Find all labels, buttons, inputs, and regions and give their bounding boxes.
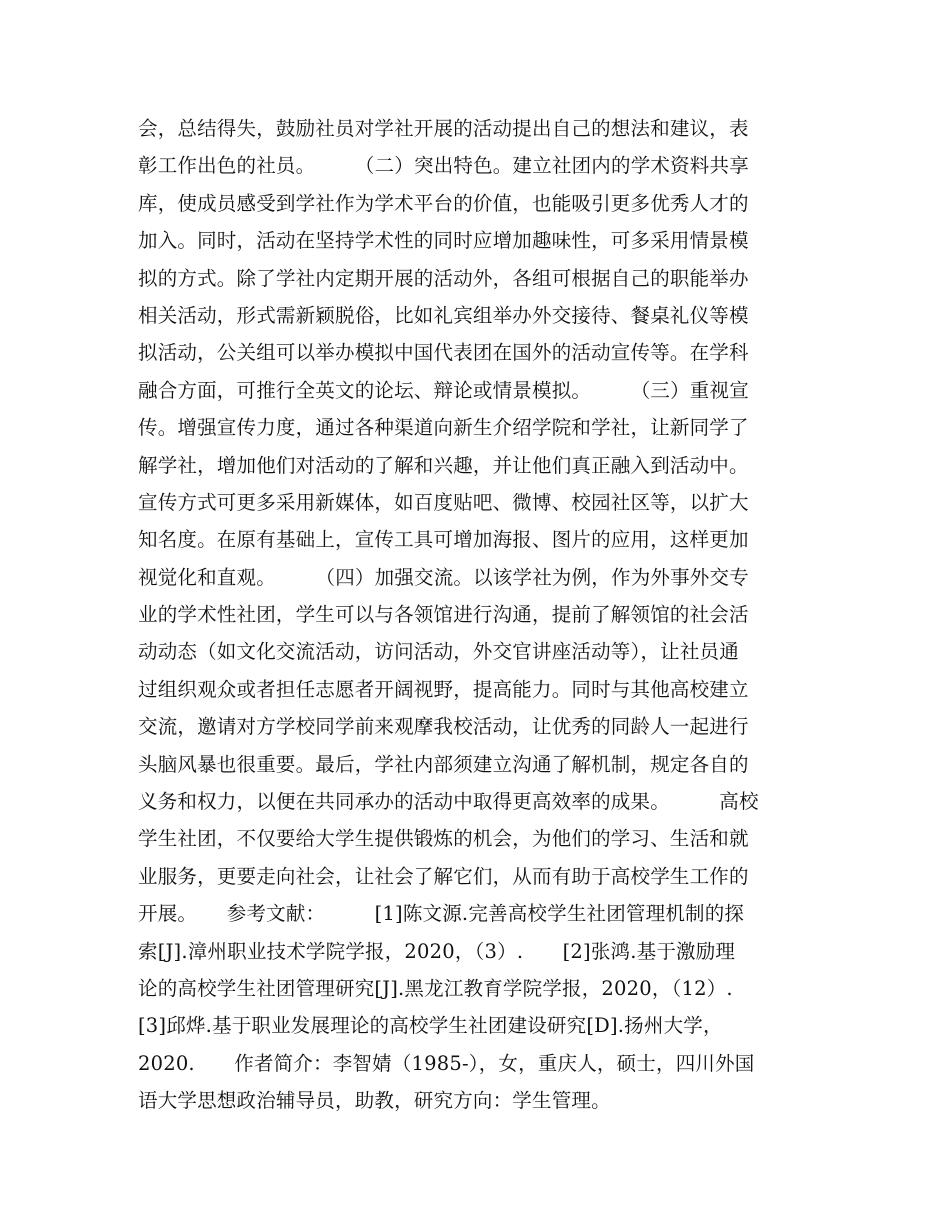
text-line: 加入。同时，活动在坚持学术性的同时应增加趣味性，可多采用情景模 bbox=[138, 229, 749, 253]
text-line: 动动态（如文化交流活动，访问活动，外交官讲座活动等），让社员通 bbox=[138, 640, 739, 664]
text-line: 业的学术性社团，学生可以与各领馆进行沟通，提前了解领馆的社会活 bbox=[138, 603, 749, 627]
text-line: 库，使成员感受到学社作为学术平台的价值，也能吸引更多优秀人才的 bbox=[138, 191, 749, 215]
text-line: 业服务，更要走向社会，让社会了解它们，从而有助于高校学生工作的 bbox=[138, 864, 749, 888]
text-line: 过组织观众或者担任志愿者开阔视野，提高能力。同时与其他高校建立 bbox=[138, 677, 749, 701]
text-line: 索[J].漳州职业技术学院学报，2020，（3）. [2]张鸿.基于激励理 bbox=[138, 939, 736, 963]
text-line: 彰工作出色的社员。 （二）突出特色。建立社团内的学术资料共享 bbox=[138, 154, 749, 178]
text-line: 拟活动，公关组可以举办模拟中国代表团在国外的活动宣传等。在学科 bbox=[138, 341, 749, 365]
text-line: 传。增强宣传力度，通过各种渠道向新生介绍学院和学社，让新同学了 bbox=[138, 416, 749, 440]
text-line: 知名度。在原有基础上，宣传工具可增加海报、图片的应用，这样更加 bbox=[138, 528, 749, 552]
text-line: 相关活动，形式需新颖脱俗，比如礼宾组举办外交接待、餐桌礼仪等模 bbox=[138, 303, 749, 327]
text-line: 交流，邀请对方学校同学前来观摩我校活动，让优秀的同龄人一起进行 bbox=[138, 715, 749, 739]
body-text bbox=[138, 110, 838, 1120]
text-line: 语大学思想政治辅导员，助教，研究方向：学生管理。 bbox=[138, 1089, 611, 1113]
text-line: 宣传方式可更多采用新媒体，如百度贴吧、微博、校园社区等，以扩大 bbox=[138, 490, 749, 514]
text-line: 学生社团，不仅要给大学生提供锻炼的机会，为他们的学习、生活和就 bbox=[138, 827, 749, 851]
text-line: 开展。 参考文献： [1]陈文源.完善高校学生社团管理机制的探 bbox=[138, 902, 745, 926]
text-line: 义务和权力，以便在共同承办的活动中取得更高效率的成果。 高校 bbox=[138, 790, 759, 814]
text-line: 会，总结得失，鼓励社员对学社开展的活动提出自己的想法和建议，表 bbox=[138, 117, 749, 140]
text-line: 解学社，增加他们对活动的了解和兴趣，并让他们真正融入到活动中。 bbox=[138, 453, 749, 477]
text-line: 论的高校学生社团管理研究[J].黑龙江教育学院学报，2020，（12）. bbox=[138, 976, 733, 1000]
text-line: 拟的方式。除了学社内定期开展的活动外，各组可根据自己的职能举办 bbox=[138, 266, 749, 290]
text-line: [3]邱烨.基于职业发展理论的高校学生社团建设研究[D].扬州大学， bbox=[138, 1014, 723, 1038]
text-line: 融合方面，可推行全英文的论坛、辩论或情景模拟。 （三）重视宣 bbox=[138, 378, 749, 402]
text-line: 视觉化和直观。 （四）加强交流。以该学社为例，作为外事外交专 bbox=[138, 565, 749, 589]
text-line: 2020. 作者简介：李智婧（1985-），女，重庆人，硕士，四川外国 bbox=[138, 1051, 755, 1075]
text-line: 头脑风暴也很重要。最后，学社内部须建立沟通了解机制，规定各自的 bbox=[138, 752, 749, 776]
